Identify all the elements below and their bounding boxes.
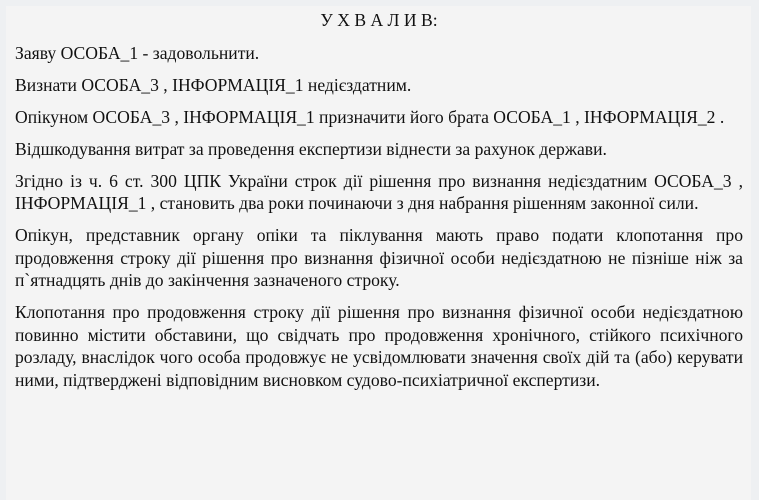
resolution-heading: У Х В А Л И В: bbox=[320, 10, 438, 30]
document-page bbox=[6, 6, 751, 500]
paragraph-appoint-guardian: Опікуном ОСОБА_3 , ІНФОРМАЦІЯ_1 призначити його брата ОСОБА_1 , ІНФОРМАЦІЯ_2 . bbox=[15, 106, 725, 127]
paragraph-extension-petition: Клопотання про продовження строку дії рішення про визнання фізичної особи недієздатною повинно містити обставини, що свідчать про продовження хронічного, стійкого психічного розладу, внаслідок чого особа продовжує не усвідомлювати значення своїх дій та (або) керувати ними, підтверджені відповідним висновком судово-психіатричної експертизи. bbox=[15, 302, 743, 390]
paragraph-extension-right: Опікун, представник органу опіки та піклування мають право подати клопотання про продовження строку дії рішення про визнання фізичної особи недієздатною не пізніше ніж за п`ятнадцять днів до закінчення зазначеного строку. bbox=[15, 225, 743, 290]
paragraph-grant-application: Заяву ОСОБА_1 - задовольнити. bbox=[15, 42, 260, 63]
paragraph-declare-incapacitated: Визнати ОСОБА_3 , ІНФОРМАЦІЯ_1 недієздатним. bbox=[15, 74, 412, 95]
paragraph-expertise-costs: Відшкодування витрат за проведення експертизи віднести за рахунок держави. bbox=[15, 138, 607, 159]
paragraph-decision-validity: Згідно із ч. 6 ст. 300 ЦПК України строк дії рішення про визнання недієздатним ОСОБА_3 , ІНФОРМАЦІЯ_1 , становить два роки починаючи з дня набрання рішенням законної сили. bbox=[15, 170, 743, 213]
